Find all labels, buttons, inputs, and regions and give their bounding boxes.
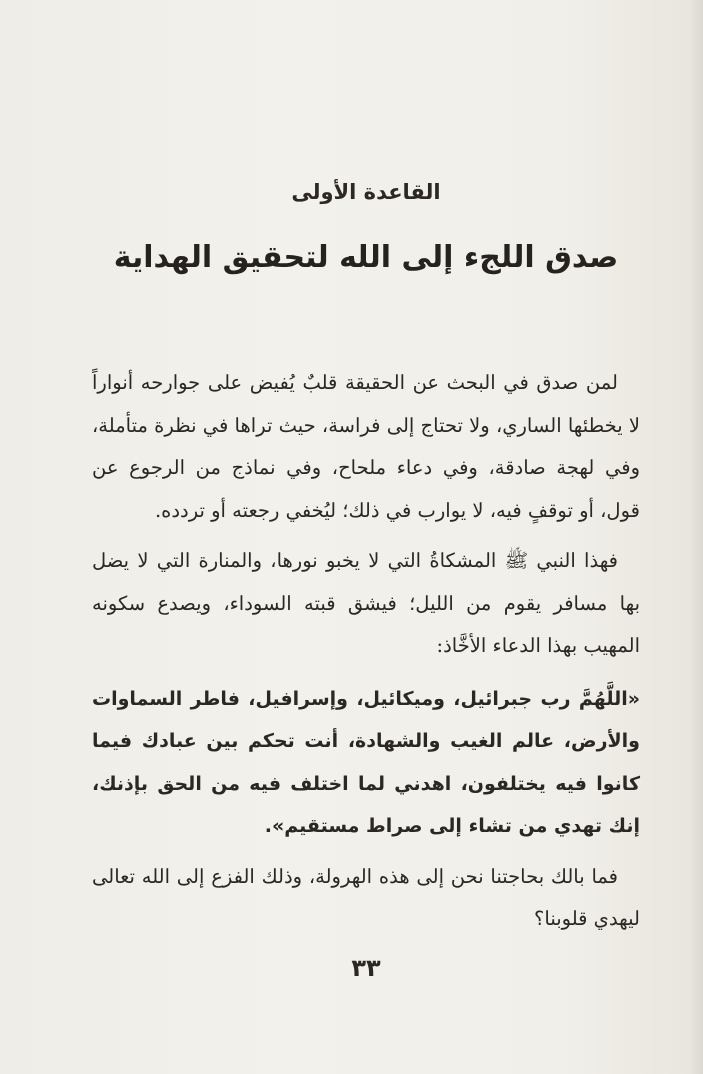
paragraph-prayer: «اللَّهُمَّ رب جبرائيل، وميكائيل، وإسرافيل، فاطر السماوات والأرض، عالم الغيب والشهادة، أنت تحكم بين عبادك فيما كانوا فيه يختلفون، اهدني لما اختلف فيه من الحق بإذنك، إنك تهدي من تشاء إلى صراط مستقيم». bbox=[92, 687, 640, 837]
chapter-label: القاعدة الأولى bbox=[291, 180, 441, 204]
page-number: ٣٣ bbox=[351, 954, 381, 982]
paragraph-closing: فما بالك بحاجتنا نحن إلى هذه الهرولة، وذلك الفزع إلى الله تعالى ليهدي قلوبنا؟ bbox=[92, 864, 640, 930]
paragraph-intro: لمن صدق في البحث عن الحقيقة قلبٌ يُفيض على جوارحه أنواراً لا يخطئها الساري، ولا تحتاج إلى فراسة، حيث تراها في نظرة متأملة، وفي لهجة صادقة، وفي دعاء ملحاح، وفي نماذج من الرجوع عن قول، أو توقفٍ فيه، لا يوارب في ذلك؛ ليُخفي رجعته أو تردده. bbox=[92, 371, 640, 522]
paragraph-prophet: فهذا النبي ﷺ المشكاةُ التي لا يخبو نورها، والمنارة التي لا يضل بها مسافر يقوم من الليل؛ فيشق قبته السوداء، ويصدع سكونه المهيب بهذا الدعاء الأخَّاذ: bbox=[92, 549, 640, 657]
page-edge-shadow bbox=[689, 0, 703, 1074]
page-content bbox=[92, 0, 640, 1074]
body-text bbox=[92, 362, 640, 941]
chapter-title: صدق اللجء إلى الله لتحقيق الهداية bbox=[113, 240, 619, 275]
